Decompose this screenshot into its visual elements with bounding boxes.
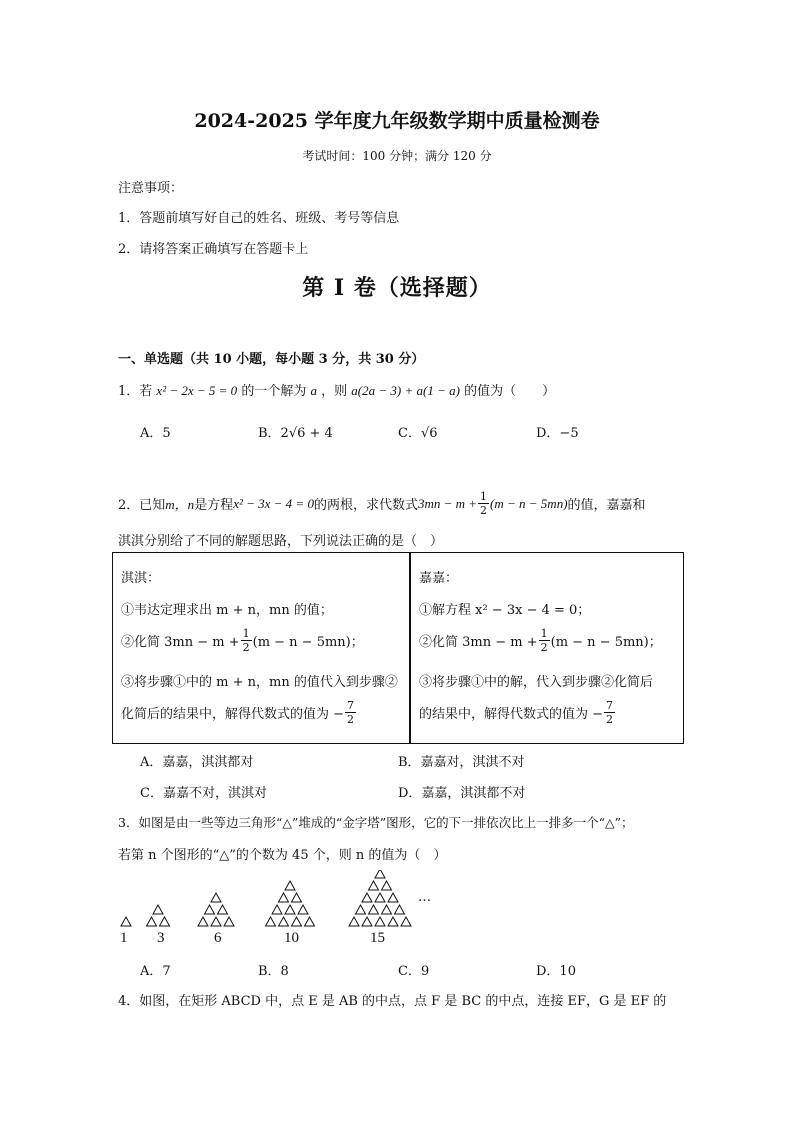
part-heading: 一、单选题（共 10 小题，每小题 3 分，共 30 分） bbox=[118, 352, 425, 367]
triangle-icon bbox=[153, 905, 163, 914]
q1-expression: a(2a − 3) + a(1 − a) bbox=[351, 383, 460, 398]
right-answer-den: 2 bbox=[606, 713, 614, 726]
triangle-icon bbox=[224, 917, 234, 926]
right-step2-num: 1 bbox=[540, 627, 548, 640]
triangle-icon bbox=[266, 917, 276, 926]
right-step2-den: 2 bbox=[540, 641, 548, 654]
pyramid-label-1: 1 bbox=[120, 930, 128, 946]
triangle-icon bbox=[211, 917, 221, 926]
exam-info: 考试时间：100 分钟；满分 120 分 bbox=[302, 149, 492, 163]
left-cell-step-4 bbox=[121, 699, 357, 726]
q1-then: ，则 bbox=[321, 384, 348, 399]
q1-option-b[interactable]: B．2√6 + 4 bbox=[258, 426, 333, 441]
triangle-icon bbox=[218, 905, 228, 914]
q2-equation: x² − 3x − 4 = 0 bbox=[233, 495, 314, 511]
q2-option-c[interactable]: C．嘉嘉不对，淇淇对 bbox=[140, 786, 267, 801]
right-cell-step-3: ③将步骤①中的解，代入到步骤②化简后 bbox=[419, 675, 654, 690]
q1-option-d[interactable]: D．−5 bbox=[536, 426, 579, 441]
triangle-icon bbox=[147, 917, 157, 926]
q3-option-d[interactable]: D．10 bbox=[536, 964, 576, 979]
section-title: 第 I 卷（选择题） bbox=[302, 275, 492, 301]
triangle-icon bbox=[272, 905, 282, 914]
pyramid-ellipsis: … bbox=[418, 890, 431, 905]
triangle-icon bbox=[369, 881, 379, 890]
triangle-icon bbox=[198, 917, 208, 926]
right-cell-name: 嘉嘉： bbox=[419, 571, 459, 586]
left-cell-step-2 bbox=[121, 627, 364, 654]
q1-prefix: 1．若 bbox=[118, 384, 153, 399]
question-4-line-1: 4．如图，在矩形 ABCD 中，点 E 是 AB 的中点，点 F 是 BC 的中点，连接 EF，G 是 EF 的 bbox=[118, 994, 667, 1009]
q2-vars: m，n bbox=[165, 497, 195, 512]
triangle-icon bbox=[362, 917, 372, 926]
note-item-2: 2．请将答案正确填写在答题卡上 bbox=[118, 242, 309, 257]
q1-equation: x² − 2x − 5 = 0 bbox=[156, 383, 238, 398]
triangle-icon bbox=[121, 917, 131, 926]
left-step4-text: 化简后的结果中，解得代数式的值为 − bbox=[121, 707, 345, 722]
triangle-pyramid-figure bbox=[118, 870, 438, 950]
right-step2-prefix: ②化简 3mn − m + bbox=[419, 635, 538, 650]
left-step2-den: 2 bbox=[242, 641, 250, 654]
question-1 bbox=[118, 380, 555, 399]
right-answer-fraction bbox=[604, 699, 615, 726]
left-step2-prefix: ②化简 3mn − m + bbox=[121, 635, 240, 650]
q2-option-b[interactable]: B．嘉嘉对，淇淇不对 bbox=[398, 755, 525, 770]
triangle-icon bbox=[285, 881, 295, 890]
q1-option-a[interactable]: A．5 bbox=[140, 426, 171, 441]
question-2-line-2: 淇淇分别给了不同的解题思路，下列说法正确的是（ ） bbox=[118, 534, 444, 549]
left-answer-fraction bbox=[345, 699, 356, 726]
triangle-icon bbox=[375, 917, 385, 926]
triangle-icon bbox=[349, 917, 359, 926]
triangle-icon bbox=[356, 905, 366, 914]
solution-comparison-table bbox=[112, 552, 684, 744]
triangle-icon bbox=[375, 870, 385, 878]
table-divider bbox=[409, 553, 411, 743]
triangle-icon bbox=[305, 917, 315, 926]
q2-half-fraction bbox=[478, 490, 489, 517]
right-step2-suffix: (m − n − 5mn)； bbox=[550, 635, 662, 650]
question-2-line-1 bbox=[118, 490, 646, 517]
q3-option-a[interactable]: A．7 bbox=[140, 964, 171, 979]
triangle-icon bbox=[401, 917, 411, 926]
left-answer-num: 7 bbox=[347, 699, 355, 712]
pyramid-label-10: 10 bbox=[284, 930, 299, 946]
triangle-icon bbox=[205, 905, 215, 914]
triangle-icon bbox=[369, 905, 379, 914]
left-step2-fraction bbox=[241, 627, 252, 654]
note-item-1: 1．答题前填写好自己的姓名、班级、考号等信息 bbox=[118, 211, 400, 226]
left-step2-num: 1 bbox=[242, 627, 250, 640]
triangle-icon bbox=[211, 893, 221, 902]
triangle-icon bbox=[279, 917, 289, 926]
right-cell-step-2 bbox=[419, 627, 662, 654]
left-cell-step-1: ①韦达定理求出 m + n，mn 的值； bbox=[121, 603, 333, 618]
left-step2-suffix: (m − n − 5mn)； bbox=[252, 635, 364, 650]
q1-option-c[interactable]: C．√6 bbox=[398, 426, 438, 441]
question-3-line-2: 若第 n 个图形的“△”的个数为 45 个，则 n 的值为（ ） bbox=[118, 848, 447, 863]
triangle-icon bbox=[292, 917, 302, 926]
triangle-icon bbox=[382, 905, 392, 914]
q3-option-b[interactable]: B．8 bbox=[258, 964, 289, 979]
pyramid-label-3: 3 bbox=[157, 930, 165, 946]
q2-option-a[interactable]: A．嘉嘉，淇淇都对 bbox=[140, 755, 254, 770]
left-cell-step-3: ③将步骤①中的 m + n，mn 的值代入到步骤② bbox=[121, 675, 398, 690]
triangle-icon bbox=[160, 917, 170, 926]
q2-option-d[interactable]: D．嘉嘉，淇淇都不对 bbox=[398, 786, 526, 801]
q2-prefix: 2．已知 bbox=[118, 498, 166, 513]
triangle-icon bbox=[395, 905, 405, 914]
triangle-icon bbox=[362, 893, 372, 902]
triangle-icon bbox=[375, 893, 385, 902]
q1-suffix: 的值为（ ） bbox=[464, 384, 556, 399]
page-title: 2024-2025 学年度九年级数学期中质量检测卷 bbox=[194, 110, 600, 132]
q2-expr-a: 3mn − m + bbox=[417, 495, 478, 511]
right-cell-step-4 bbox=[419, 699, 616, 726]
notes-heading: 注意事项： bbox=[118, 181, 184, 196]
triangle-icon bbox=[382, 881, 392, 890]
triangle-icon bbox=[285, 905, 295, 914]
triangle-icon bbox=[388, 893, 398, 902]
triangle-icon bbox=[298, 905, 308, 914]
question-3-line-1: 3．如图是由一些等边三角形“△”堆成的“金字塔”图形，它的下一排依次比上一排多一个“△”； bbox=[118, 815, 634, 830]
q2-mid: 是方程 bbox=[194, 498, 234, 513]
q1-variable: a bbox=[310, 383, 317, 398]
q1-mid: 的一个解为 bbox=[241, 384, 307, 399]
pyramid-label-15: 15 bbox=[370, 930, 385, 946]
pyramid-label-6: 6 bbox=[214, 930, 222, 946]
q2-expr-b: (m − n − 5mn) bbox=[490, 495, 568, 511]
left-answer-den: 2 bbox=[347, 713, 355, 726]
triangle-icon bbox=[292, 893, 302, 902]
q3-option-c[interactable]: C．9 bbox=[398, 964, 430, 979]
right-cell-step-1: ①解方程 x² − 3x − 4 = 0； bbox=[419, 603, 591, 618]
q2-suffix: 的值，嘉嘉和 bbox=[567, 498, 646, 513]
left-cell-name: 淇淇： bbox=[121, 571, 161, 586]
q2-half-num: 1 bbox=[480, 490, 488, 503]
right-step4-text: 的结果中，解得代数式的值为 − bbox=[419, 707, 604, 722]
q2-mid2: 的两根，求代数式 bbox=[313, 498, 418, 513]
q2-half-den: 2 bbox=[480, 504, 488, 517]
triangle-icon bbox=[279, 893, 289, 902]
triangle-icon bbox=[388, 917, 398, 926]
right-step2-fraction bbox=[539, 627, 550, 654]
right-answer-num: 7 bbox=[606, 699, 614, 712]
